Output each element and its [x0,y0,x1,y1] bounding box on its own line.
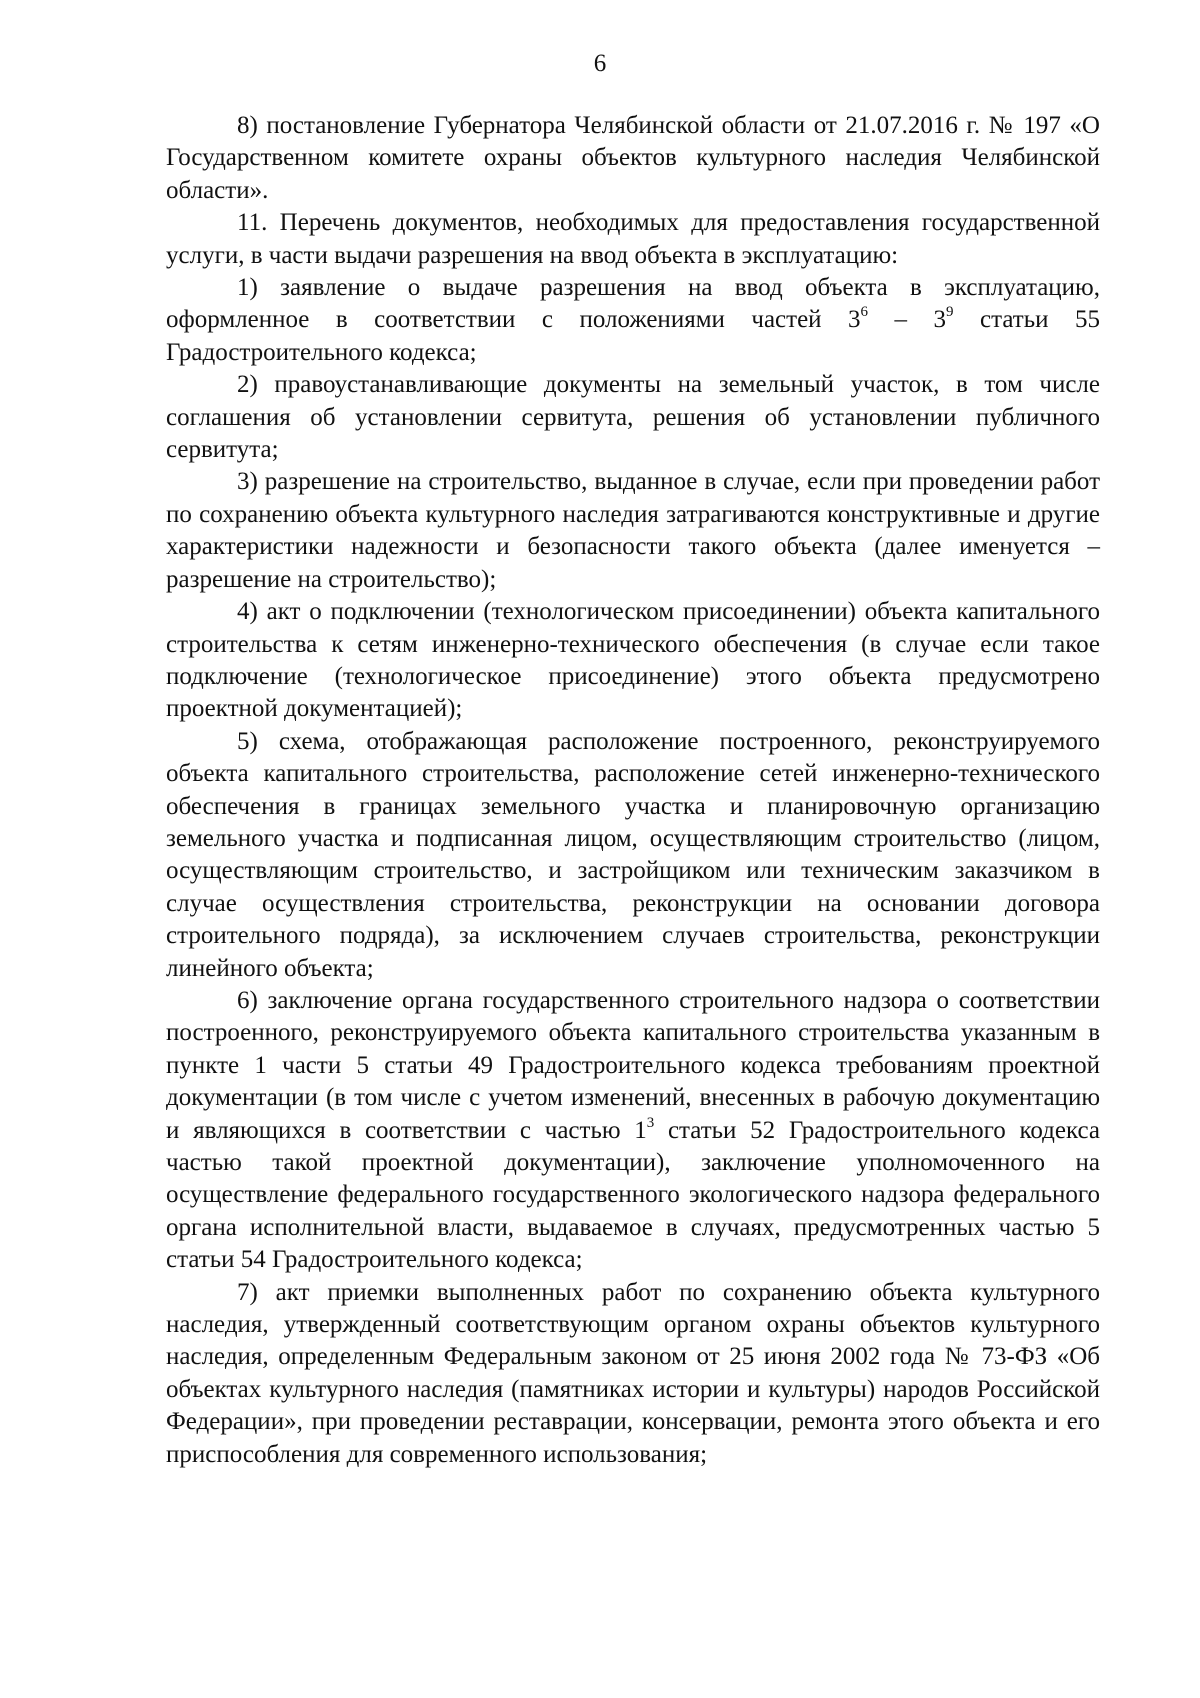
document-body [166,110,1100,1471]
paragraph-item-8: 8) постановление Губернатора Челябинской области от 21.07.2016 г. № 197 «О Государственном комитете охраны объектов культурного наследия Челябинской области». [166,112,1100,204]
list-item-1-text-a: 1) заявление о выдаче разрешения на ввод объекта в эксплуатацию, оформленное в соответствии с положениями частей 3 [166,274,1100,334]
list-item-6-text-a: 6) заключение органа государственного строительного надзора о соответствии построенного, реконструируемого объекта капитального строительства указанным в пункте 1 части 5 статьи 49 Градостроительного кодекса требованиям проектной документации (в том числе с учетом изменений, внесенных в рабочую документацию и являющихся в соответствии с частью 1 [166,986,1100,1144]
list-item-1-text-b: – 3 [868,306,947,334]
superscript-6: 6 [860,304,869,321]
list-item-7: 7) акт приемки выполненных работ по сохранению объекта культурного наследия, утвержденный соответствующим органом охраны объектов культурного наследия, определенным Федеральным законом от 25 июня 2002 года № 73-ФЗ «Об объектах культурного наследия (памятниках истории и культуры) народов Российской Федерации», при проведении реставрации, консервации, ремонта этого объекта и его приспособления для современного использования; [166,1278,1100,1468]
superscript-3: 3 [646,1114,655,1131]
list-item-6-text-b: статьи 52 Градостроительного кодекса частью такой проектной документации), заключение уполномоченного на осуществление федерального государственного экологического надзора федерального органа исполнительной власти, выдаваемое в случаях, предусмотренных частью 5 статьи 54 Градостроительного кодекса; [166,1116,1101,1274]
list-item-4: 4) акт о подключении (технологическом присоединении) объекта капитального строительства к сетям инженерно-технического обеспечения (в случае если такое подключение (технологическое присоединение) этого объекта предусмотрено проектной документацией); [166,598,1100,723]
list-item-3: 3) разрешение на строительство, выданное в случае, если при проведении работ по сохранению объекта культурного наследия затрагиваются конструктивные и другие характеристики надежности и безопасности такого объекта (далее именуется – разрешение на строительство); [166,468,1100,593]
list-item-5: 5) схема, отображающая расположение построенного, реконструируемого объекта капитального строительства, расположение сетей инженерно-технического обеспечения в границах земельного участка и планировочную организацию земельного участка и подписанная лицом, осуществляющим строительство (лицом, осуществляющим строительство, и застройщиком или техническим заказчиком в случае осуществления строительства, реконструкции на основании договора строительного подряда), за исключением случаев строительства, реконструкции линейного объекта; [166,727,1100,982]
list-item-6 [166,985,1100,1277]
superscript-9: 9 [946,304,954,321]
list-item-2: 2) правоустанавливающие документы на земельный участок, в том числе соглашения об установлении сервитута, решения об установлении публичного сервитута; [166,371,1100,464]
paragraph-section-11: 11. Перечень документов, необходимых для предоставления государственной услуги, в части выдачи разрешения на ввод объекта в эксплуатацию: [166,209,1100,269]
page-number: 6 [593,50,607,77]
list-item-1 [166,272,1100,369]
list-item-1-text-c: статьи 55 Градостроительного кодекса; [166,306,1100,366]
